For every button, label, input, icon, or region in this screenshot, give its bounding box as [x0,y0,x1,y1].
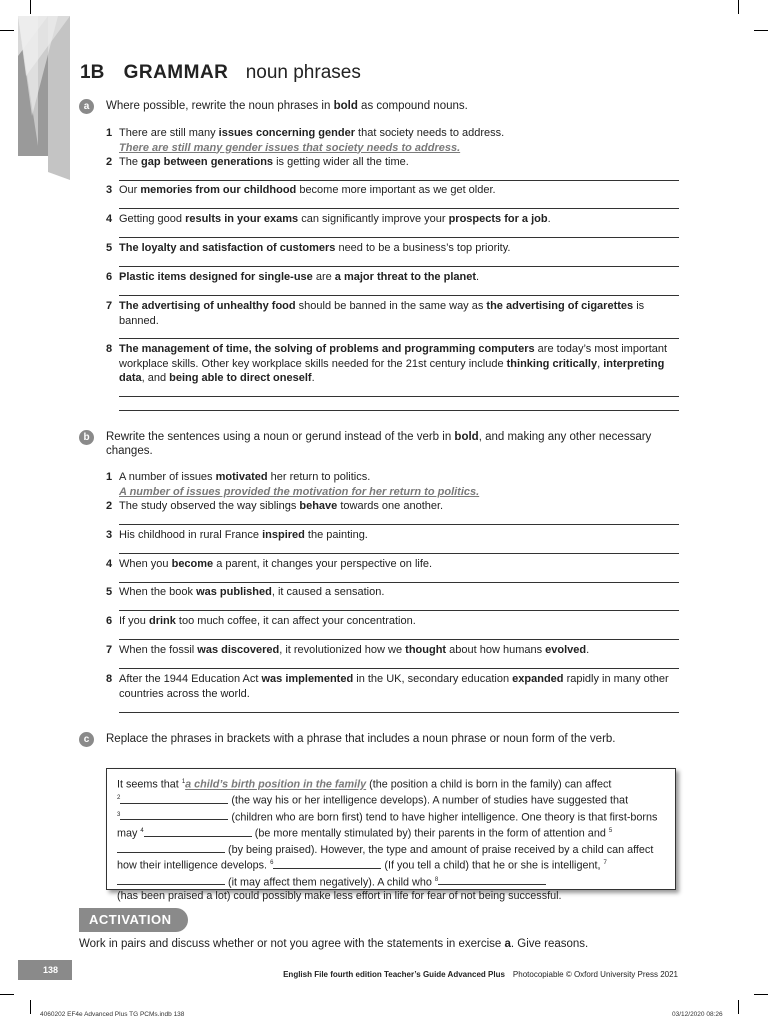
exercise-a-item-2 [106,155,679,170]
page-number: 138 [18,960,72,980]
crop-mark [30,0,31,14]
item-number: 7 [106,644,113,656]
answer-line[interactable] [119,553,679,554]
item-text: The gap between generations is getting wider all the time. [119,156,409,168]
example-answer: A number of issues provided the motivation for her return to politics. [119,485,480,498]
crop-mark [0,30,14,31]
item-number: 1 [106,471,113,483]
answer-line[interactable] [119,396,679,397]
item-number: 1 [106,127,113,139]
exercise-a-item-5 [106,241,679,256]
answer-line[interactable] [119,237,679,238]
item-text: There are still many issues concerning gender that society needs to address. [119,127,505,139]
item-number: 2 [106,156,113,168]
instruction-a: a Where possible, rewrite the noun phrases in bold as compound nouns. [79,99,679,113]
item-number: 5 [106,242,113,254]
instruction-b: b Rewrite the sentences using a noun or gerund instead of the verb in bold, and making any other necessary changes. [79,430,679,458]
exercise-a-item-6 [106,270,679,285]
section-badge-a: a [79,99,94,114]
answer-line[interactable] [119,410,679,411]
blank-field[interactable] [438,874,546,885]
answer-line[interactable] [119,610,679,611]
exercise-b-item-6 [106,614,679,629]
answer-line[interactable] [119,639,679,640]
exercise-b-item-2 [106,499,679,514]
section-badge-b: b [79,430,94,445]
activation-banner: ACTIVATION [79,908,188,932]
exercise-a-item-8 [106,342,679,386]
item-number: 8 [106,343,113,355]
example-answer: a child’s birth position in the family [185,778,367,791]
exercise-a-item-7 [106,299,679,328]
exercise-b-item-3 [106,528,679,543]
crop-mark [754,30,768,31]
gap-fill-paragraph: It seems that $^1$a child’s birth position in the family (the position a child is born in the family) can affect $^2$ (the way his or her intelligence develops). A number of studies have suggested that $^3$ (children who are born first) tend to have higher intelligence. One theory is that first-borns may $^4$ (be more mentally stimulated by) their parents in the form of attention and $^5$ (by being praised). However, the type and amount of praise received by a child can affect how their intelligence develops. $^6$ (If you tell a child) that he or she is intelligent, $^7$ (it may affect them negatively). A child who $^8$ (has been praised a lot) could possibly make less effort in life for fear of not being successful. [117,778,658,903]
footer-credits: English File fourth edition Teacher’s Guide Advanced Plus Photocopiable © Oxford University Press 2021 [283,970,678,979]
answer-line[interactable] [119,295,679,296]
decorative-rays-graphic [18,16,70,180]
item-text: The loyalty and satisfaction of customers need to be a business’s top priority. [119,242,511,254]
crop-mark [754,994,768,995]
blank-field[interactable] [273,858,381,869]
item-number: 8 [106,673,113,685]
instruction-c: c Replace the phrases in brackets with a phrase that includes a noun phrase or noun form of the verb. [79,732,679,746]
title-main: GRAMMAR [123,62,229,83]
item-text: Our memories from our childhood become more important as we get older. [119,184,496,196]
item-number: 4 [106,558,113,570]
page-title [80,62,361,84]
answer-line[interactable] [119,668,679,669]
crop-mark [0,994,14,995]
print-slug-left: 4060202 EF4e Advanced Plus TG PCMs.indb 138 [40,1011,185,1018]
item-number: 3 [106,184,113,196]
item-text: His childhood in rural France inspired the painting. [119,529,368,541]
exercise-a-item-1 [106,126,679,155]
exercise-a-item-3 [106,183,679,198]
exercise-b-item-5 [106,585,679,600]
item-number: 6 [106,271,113,283]
exercise-b-item-4 [106,557,679,572]
item-number: 5 [106,586,113,598]
exercise-b-item-1 [106,470,679,499]
answer-line[interactable] [119,712,679,713]
answer-line[interactable] [119,180,679,181]
item-text: When you become a parent, it changes your perspective on life. [119,558,433,570]
item-text: The study observed the way siblings behave towards one another. [119,500,444,512]
item-text: When the book was published, it caused a sensation. [119,586,385,598]
answer-line[interactable] [119,582,679,583]
answer-line[interactable] [119,266,679,267]
answer-line[interactable] [119,338,679,339]
item-text: After the 1944 Education Act was implemented in the UK, secondary education expanded rapidly in many other countries across the world. [119,673,669,700]
example-answer: There are still many gender issues that society needs to address. [119,141,461,154]
item-text: A number of issues motivated her return to politics. [119,471,371,483]
item-text: If you drink too much coffee, it can affect your concentration. [119,615,416,627]
crop-mark [738,1000,739,1014]
answer-line[interactable] [119,208,679,209]
item-number: 3 [106,529,113,541]
blank-field[interactable] [117,842,225,853]
answer-line[interactable] [119,524,679,525]
item-number: 4 [106,213,113,225]
section-badge-c: c [79,732,94,747]
blank-field[interactable] [117,874,225,885]
item-text: When the fossil was discovered, it revolutionized how we thought about how humans evolved. [119,644,590,656]
item-number: 2 [106,500,113,512]
crop-mark [738,0,739,14]
exercise-b-item-7 [106,643,679,658]
blank-field[interactable] [120,793,228,804]
print-slug-right: 03/12/2020 08:26 [672,1011,723,1018]
item-number: 7 [106,300,113,312]
item-text: The management of time, the solving of problems and programming computers are today’s most important workplace skills. Other key workplace skills needed for the 21st century include thinking critically, interpreting data, and being able to direct oneself. [119,343,668,384]
exercise-b-item-8 [106,672,679,701]
item-text: The advertising of unhealthy food should be banned in the same way as the advertising of cigarettes is banned. [119,300,645,327]
gap-fill-text-box [106,768,676,903]
exercise-a-item-4 [106,212,679,227]
blank-field[interactable] [120,809,228,820]
title-subtitle: noun phrases [245,62,361,83]
item-number: 6 [106,615,113,627]
blank-field[interactable] [144,826,252,837]
item-text: Plastic items designed for single-use are a major threat to the planet. [119,271,480,283]
unit-number: 1B [80,62,105,83]
crop-mark [30,1000,31,1014]
item-text: Getting good results in your exams can significantly improve your prospects for a job. [119,213,551,225]
activation-instruction: Work in pairs and discuss whether or not you agree with the statements in exercise a. Give reasons. [79,938,589,950]
